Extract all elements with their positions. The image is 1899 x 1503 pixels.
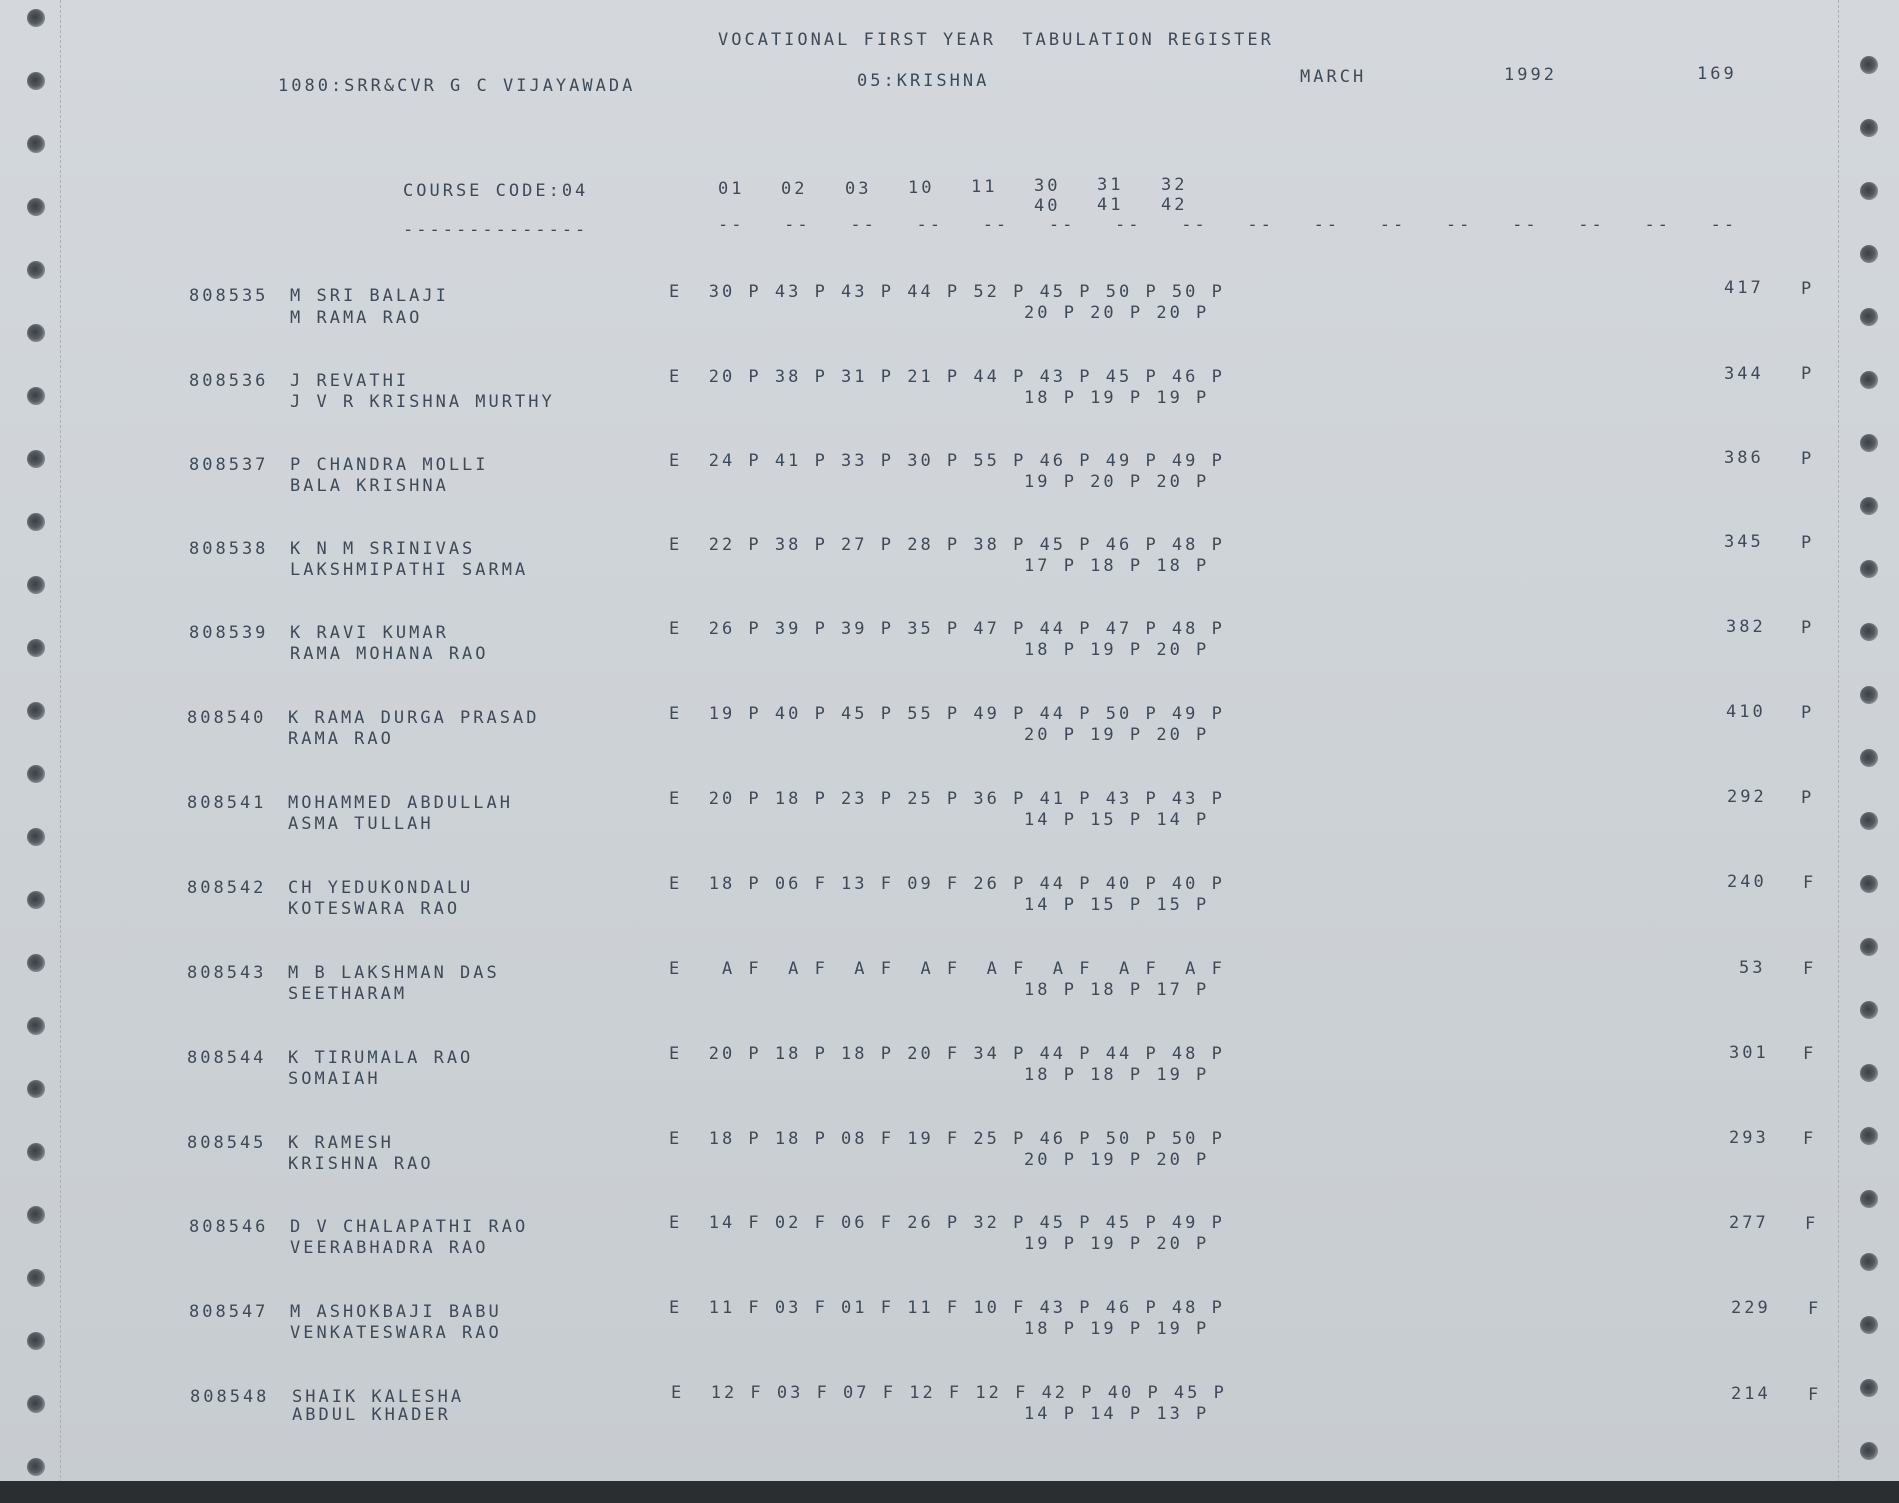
result-status: F [1803,873,1817,893]
practical-marks: 18 P 18 P 19 P [1024,1065,1210,1085]
feed-hole [27,1458,45,1476]
exam-year: 1992 [1504,65,1557,85]
feed-hole [1860,245,1878,263]
feed-hole [27,261,45,279]
subject-marks: E 24 P 41 P 33 P 30 P 55 P 46 P 49 P 49 P [669,451,1225,471]
feed-hole [27,1269,45,1287]
total-marks: 214 [1731,1384,1771,1404]
practical-marks: 19 P 19 P 20 P [1024,1234,1210,1254]
practical-marks: 18 P 19 P 19 P [1024,388,1210,408]
result-status: P [1801,618,1815,638]
subject-marks: E 14 F 02 F 06 F 26 P 32 P 45 P 45 P 49 P [669,1213,1225,1233]
parent-name: VEERABHADRA RAO [290,1238,489,1258]
result-status: P [1801,703,1815,723]
feed-hole [27,639,45,657]
registration-number: 808541 [187,793,267,813]
total-marks: 229 [1731,1298,1771,1318]
feed-hole [27,513,45,531]
district-name: 05:KRISHNA [857,71,990,91]
column-header-01: 01 [718,179,745,199]
total-marks: 293 [1729,1128,1769,1148]
registration-number: 808545 [187,1133,267,1153]
practical-marks: 14 P 14 P 13 P [1024,1404,1210,1424]
feed-hole [27,891,45,909]
registration-number: 808539 [189,623,269,643]
feed-hole [27,1206,45,1224]
student-name: K RAVI KUMAR [290,623,449,643]
total-marks: 240 [1727,872,1767,892]
column-header-40: 40 [1034,196,1061,216]
subject-marks: E 11 F 03 F 01 F 11 F 10 F 43 P 46 P 48 P [669,1298,1225,1318]
feed-hole [1860,1316,1878,1334]
registration-number: 808542 [187,878,267,898]
feed-hole [27,702,45,720]
feed-hole [1860,1379,1878,1397]
total-marks: 417 [1724,278,1764,298]
feed-hole [1860,182,1878,200]
page-number: 169 [1697,64,1737,84]
registration-number: 808538 [189,539,269,559]
feed-hole [1860,749,1878,767]
registration-number: 808546 [189,1217,269,1237]
practical-marks: 14 P 15 P 14 P [1024,810,1210,830]
total-marks: 301 [1729,1043,1769,1063]
total-marks: 410 [1726,702,1766,722]
registration-number: 808547 [189,1302,269,1322]
feed-hole [27,954,45,972]
parent-name: M RAMA RAO [290,308,423,328]
parent-name: KOTESWARA RAO [288,899,461,919]
feed-hole [1860,434,1878,452]
practical-marks: 14 P 15 P 15 P [1024,895,1210,915]
column-header-30: 30 [1034,176,1061,196]
practical-marks: 17 P 18 P 18 P [1024,556,1210,576]
practical-marks: 19 P 20 P 20 P [1024,472,1210,492]
feed-hole [27,450,45,468]
total-marks: 386 [1724,448,1764,468]
parent-name: ABDUL KHADER [292,1405,451,1425]
feed-hole [27,576,45,594]
subject-marks: E 20 P 18 P 23 P 25 P 36 P 41 P 43 P 43 P [669,789,1225,809]
result-status: P [1801,449,1815,469]
college-name: 1080:SRR&CVR G C VIJAYAWADA [278,76,636,96]
feed-hole [27,1332,45,1350]
feed-hole [1860,56,1878,74]
feed-hole [1860,875,1878,893]
practical-marks: 18 P 18 P 17 P [1024,980,1210,1000]
practical-marks: 20 P 19 P 20 P [1024,1150,1210,1170]
feed-hole [1860,308,1878,326]
feed-hole [1860,812,1878,830]
parent-name: SOMAIAH [288,1069,381,1089]
registration-number: 808540 [187,708,267,728]
feed-hole [27,387,45,405]
student-name: MOHAMMED ABDULLAH [288,793,513,813]
column-header-41: 41 [1097,195,1124,215]
feed-hole [1860,1127,1878,1145]
feed-hole [27,1395,45,1413]
subject-marks: E 30 P 43 P 43 P 44 P 52 P 45 P 50 P 50 P [669,282,1225,302]
paper-bottom-edge [0,1481,1899,1503]
student-name: K RAMESH [288,1133,394,1153]
practical-marks: 18 P 19 P 19 P [1024,1319,1210,1339]
feed-hole [27,1017,45,1035]
feed-hole [1860,1190,1878,1208]
registration-number: 808535 [189,286,269,306]
subject-marks: E 20 P 38 P 31 P 21 P 44 P 43 P 45 P 46 P [669,367,1225,387]
column-dash-row: -- -- -- -- -- -- -- -- -- -- -- -- -- -- -- -- [718,215,1738,235]
result-status: F [1803,1129,1817,1149]
feed-hole [27,72,45,90]
subject-marks: E 19 P 40 P 45 P 55 P 49 P 44 P 50 P 49 P [669,704,1225,724]
result-status: F [1805,1214,1819,1234]
result-status: F [1803,1044,1817,1064]
feed-hole [1860,371,1878,389]
parent-name: RAMA MOHANA RAO [290,644,489,664]
subject-marks: E 26 P 39 P 39 P 35 P 47 P 44 P 47 P 48 P [669,619,1225,639]
course-code-underline: -------------- [403,220,589,240]
practical-marks: 20 P 19 P 20 P [1024,725,1210,745]
subject-marks: E 12 F 03 F 07 F 12 F 12 F 42 P 40 P 45 P [671,1383,1227,1403]
practical-marks: 18 P 19 P 20 P [1024,640,1210,660]
column-header-10: 10 [908,178,935,198]
exam-month: MARCH [1300,67,1367,87]
result-status: P [1801,279,1815,299]
feed-hole [1860,119,1878,137]
feed-hole [27,135,45,153]
feed-hole [27,1143,45,1161]
column-header-31: 31 [1097,175,1124,195]
column-header-32: 32 [1161,175,1188,195]
course-code: COURSE CODE:04 [403,181,589,201]
student-name: CH YEDUKONDALU [288,878,474,898]
registration-number: 808544 [187,1048,267,1068]
student-name: M SRI BALAJI [290,286,449,306]
registration-number: 808548 [190,1387,270,1407]
subject-marks: E 20 P 18 P 18 P 20 F 34 P 44 P 44 P 48 P [669,1044,1225,1064]
student-name: M B LAKSHMAN DAS [288,963,500,983]
register-title: VOCATIONAL FIRST YEAR TABULATION REGISTER [718,30,1274,50]
result-status: P [1801,788,1815,808]
result-status: P [1801,364,1815,384]
parent-name: VENKATESWARA RAO [290,1323,502,1343]
parent-name: BALA KRISHNA [290,476,449,496]
parent-name: KRISHNA RAO [288,1154,434,1174]
result-status: F [1803,959,1817,979]
registration-number: 808536 [189,371,269,391]
feed-hole [27,828,45,846]
feed-hole [1860,1442,1878,1460]
feed-hole [27,324,45,342]
feed-hole [27,198,45,216]
parent-name: J V R KRISHNA MURTHY [290,392,555,412]
registration-number: 808543 [187,963,267,983]
total-marks: 382 [1726,617,1766,637]
subject-marks: E 18 P 06 F 13 F 09 F 26 P 44 P 40 P 40 P [669,874,1225,894]
feed-hole [27,765,45,783]
parent-name: ASMA TULLAH [288,814,434,834]
parent-name: LAKSHMIPATHI SARMA [290,560,529,580]
registration-number: 808537 [189,455,269,475]
student-name: K N M SRINIVAS [290,539,476,559]
feed-hole [1860,938,1878,956]
total-marks: 292 [1727,787,1767,807]
result-status: F [1808,1385,1822,1405]
practical-marks: 20 P 20 P 20 P [1024,303,1210,323]
column-header-42: 42 [1161,195,1188,215]
feed-hole [1860,623,1878,641]
parent-name: RAMA RAO [288,729,394,749]
student-name: J REVATHI [290,371,410,391]
total-marks: 53 [1739,958,1766,978]
subject-marks: E 22 P 38 P 27 P 28 P 38 P 45 P 46 P 48 P [669,535,1225,555]
feed-hole [27,9,45,27]
result-status: F [1808,1299,1822,1319]
student-name: SHAIK KALESHA [292,1387,465,1407]
student-name: K RAMA DURGA PRASAD [288,708,540,728]
feed-hole [1860,497,1878,515]
total-marks: 345 [1724,532,1764,552]
feed-hole [1860,1001,1878,1019]
feed-hole [1860,1064,1878,1082]
student-name: K TIRUMALA RAO [288,1048,474,1068]
student-name: M ASHOKBAJI BABU [290,1302,502,1322]
student-name: D V CHALAPATHI RAO [290,1217,529,1237]
feed-hole [1860,686,1878,704]
column-header-02: 02 [781,179,808,199]
total-marks: 277 [1729,1213,1769,1233]
feed-hole [27,1080,45,1098]
student-name: P CHANDRA MOLLI [290,455,489,475]
feed-hole [1860,1253,1878,1271]
subject-marks: E 18 P 18 P 08 F 19 F 25 P 46 P 50 P 50 P [669,1129,1225,1149]
result-status: P [1801,533,1815,553]
total-marks: 344 [1724,364,1764,384]
column-header-03: 03 [845,179,872,199]
feed-hole [1860,560,1878,578]
parent-name: SEETHARAM [288,984,408,1004]
column-header-11: 11 [971,177,998,197]
subject-marks: E A F A F A F A F A F A F A F A F [669,959,1225,979]
